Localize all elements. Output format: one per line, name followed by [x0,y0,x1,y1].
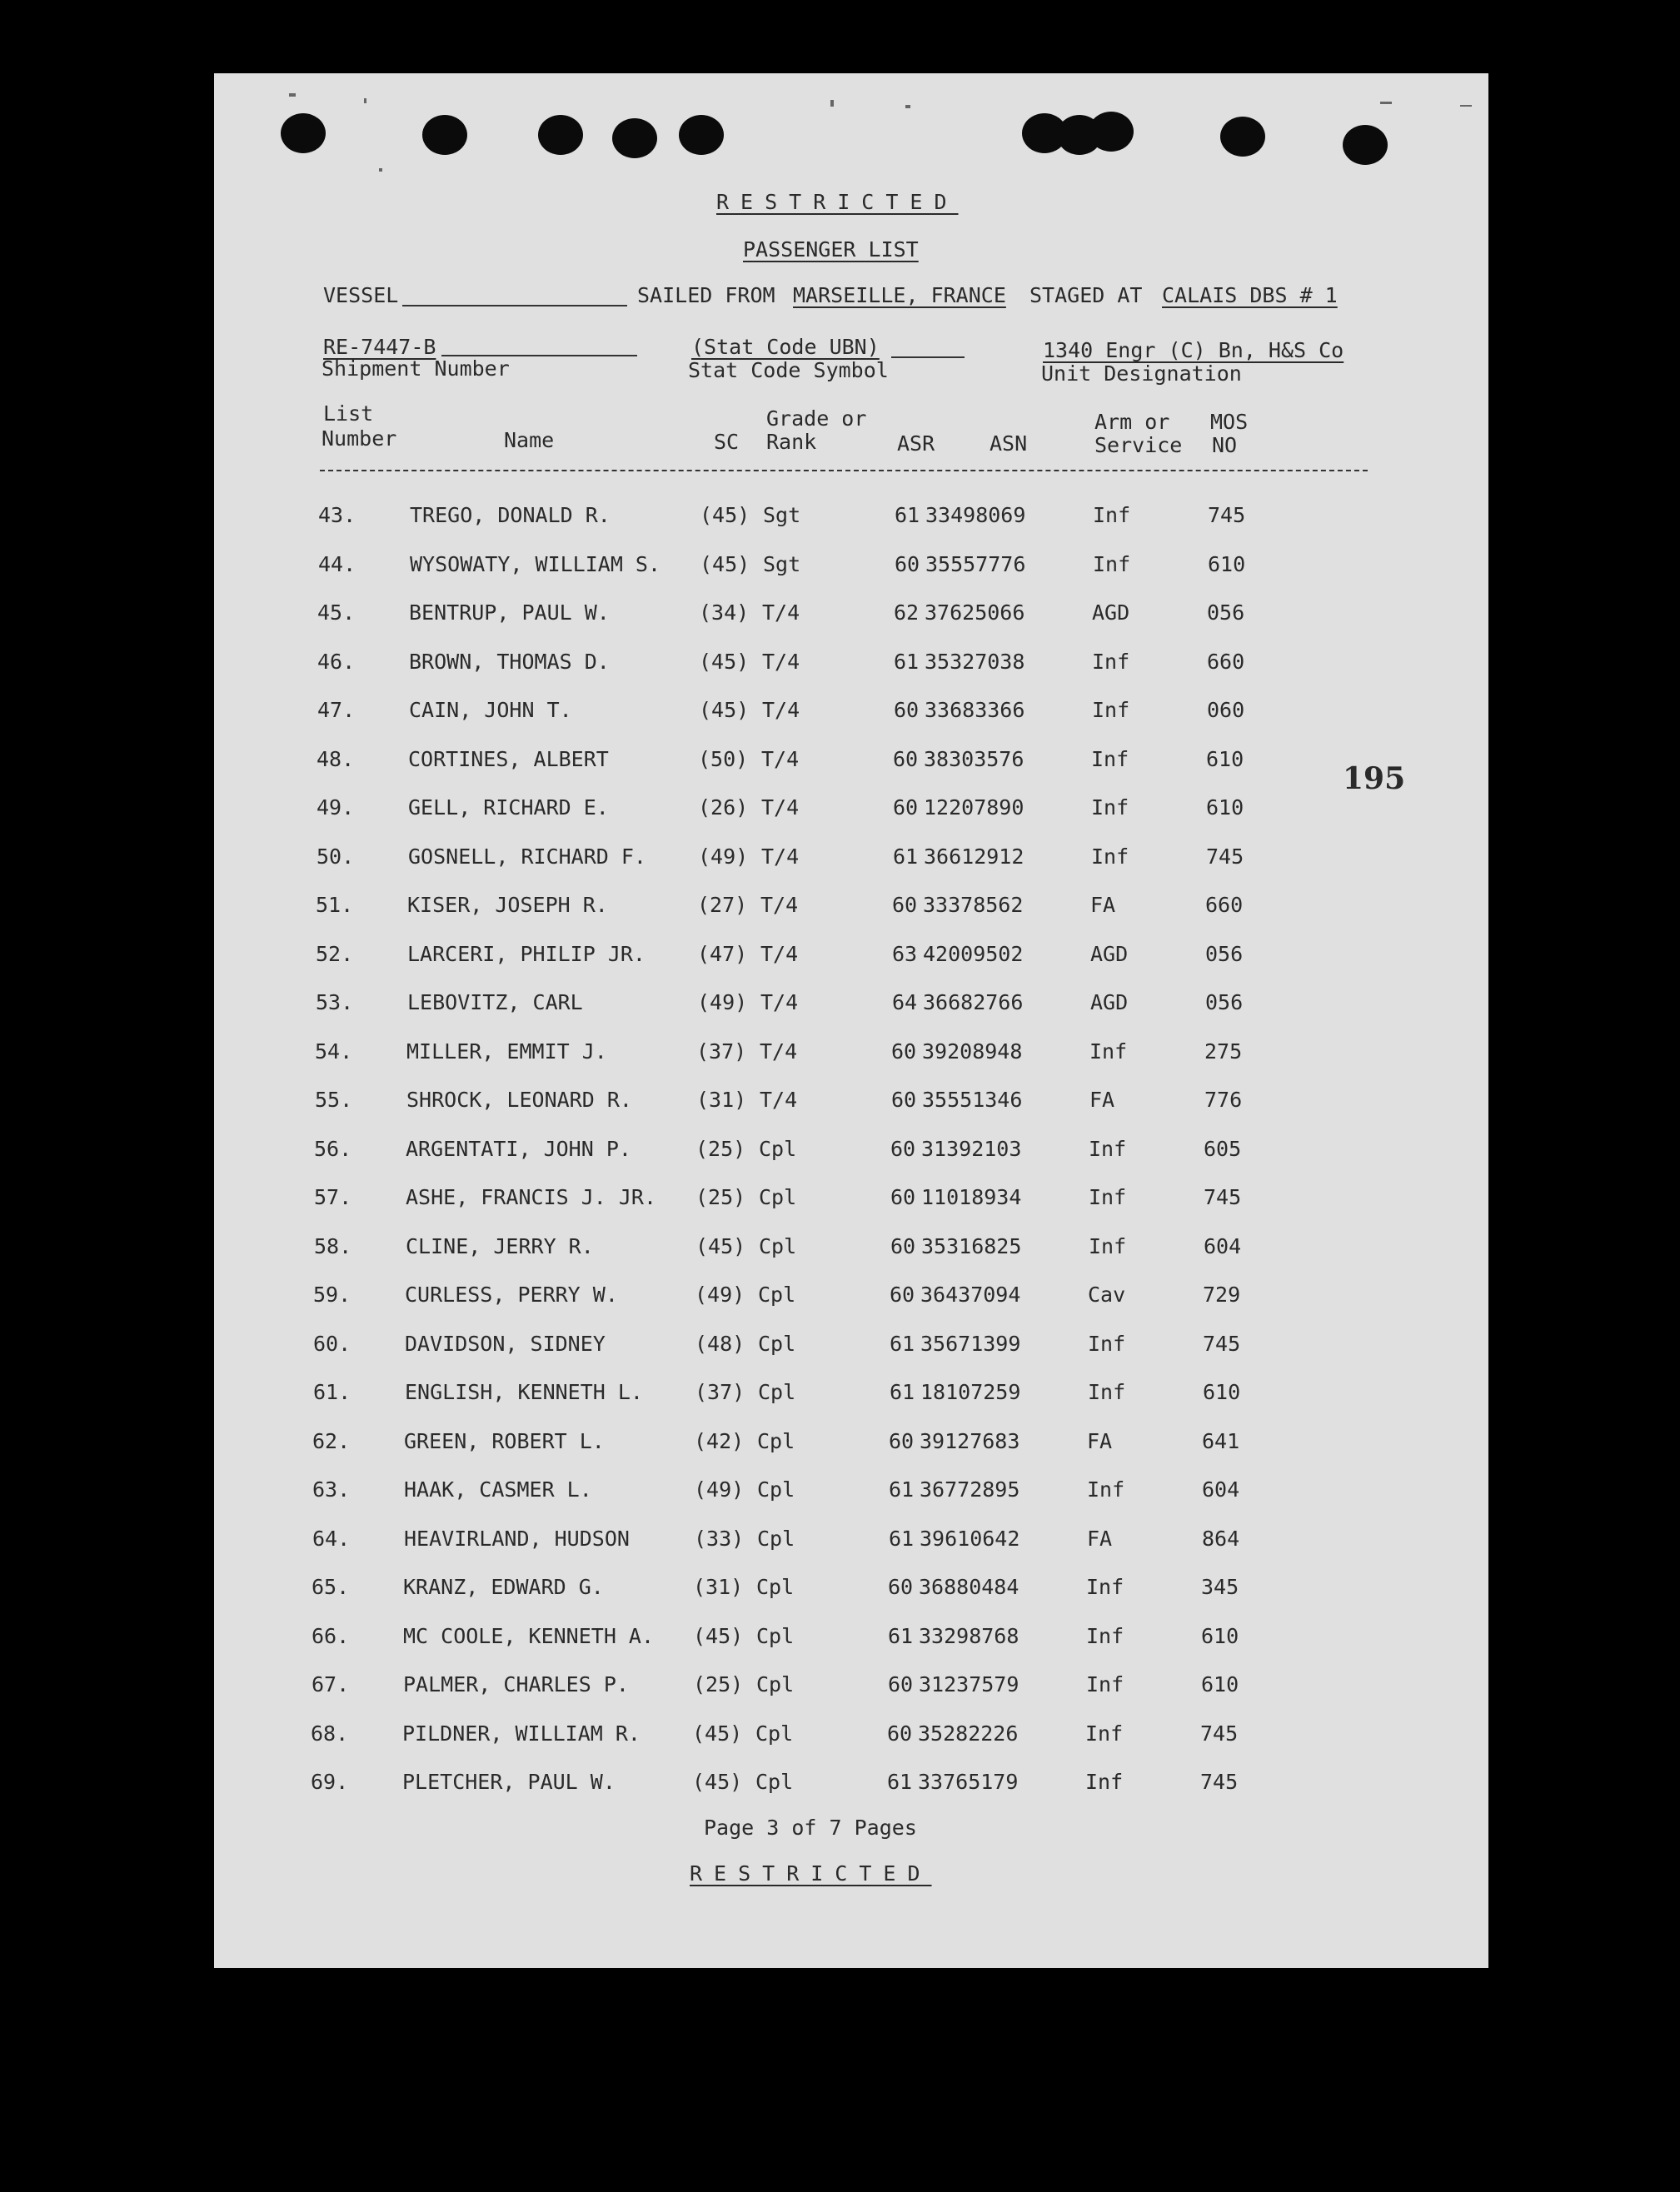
row-asn: 36880484 [919,1575,1019,1599]
row-arm: Inf [1093,503,1131,527]
row-arm: AGD [1090,941,1129,966]
row-asn: 33683366 [925,698,1025,722]
row-list-number: 68. [311,1721,349,1746]
row-sc: (31) [696,1088,747,1112]
punch-hole [538,115,583,155]
row-list-number: 58. [314,1233,352,1258]
row-asr: 60 [893,746,919,771]
row-name: HAAK, CASMER L. [404,1477,592,1502]
row-asn: 36437094 [920,1283,1021,1307]
header-divider [320,470,1368,471]
row-arm: FA [1087,1428,1113,1453]
row-name: ASHE, FRANCIS J. JR. [406,1185,657,1209]
row-arm: Inf [1089,1136,1127,1161]
row-mos: 604 [1204,1233,1242,1258]
row-arm: Inf [1086,1623,1124,1648]
sailed-from-label: SAILED FROM [637,283,775,307]
row-asn: 31237579 [919,1672,1019,1696]
row-asn: 33298768 [919,1623,1019,1648]
row-arm: AGD [1092,600,1130,625]
row-asr: 63 [892,941,918,966]
row-asn: 36772895 [920,1477,1020,1502]
row-mos: 605 [1204,1136,1242,1161]
row-name: CORTINES, ALBERT [408,746,609,771]
row-asr: 61 [889,1477,915,1502]
row-asr: 61 [894,649,920,674]
row-list-number: 55. [315,1088,353,1112]
row-asn: 35316825 [921,1233,1022,1258]
staged-at-value: CALAIS DBS # 1 [1162,283,1338,307]
paper-speck [830,100,834,107]
row-arm: Inf [1093,551,1131,576]
row-name: LARCERI, PHILIP JR. [407,941,646,966]
row-asn: 42009502 [923,941,1024,966]
row-grade: T/4 [761,844,800,869]
row-asn: 35557776 [925,551,1026,576]
row-asn: 36612912 [924,844,1024,869]
row-grade: T/4 [760,1039,798,1064]
row-mos: 745 [1206,844,1244,869]
row-list-number: 57. [314,1185,352,1209]
row-list-number: 64. [312,1526,351,1551]
row-asr: 60 [890,1283,915,1307]
col-grade-1: Grade or [766,406,867,431]
row-mos: 745 [1208,503,1246,527]
row-list-number: 45. [317,600,356,625]
row-asr: 60 [887,1721,913,1746]
row-asr: 60 [890,1233,916,1258]
row-mos: 641 [1202,1428,1240,1453]
row-arm: Inf [1088,1331,1126,1356]
row-arm: Inf [1091,844,1129,869]
row-grade: T/4 [761,746,800,771]
row-name: KISER, JOSEPH R. [407,893,608,917]
document-title: PASSENGER LIST [743,237,919,262]
row-sc: (45) [695,1233,746,1258]
page-stamp: 195 [1343,761,1406,796]
row-name: WYSOWATY, WILLIAM S. [410,551,661,576]
row-arm: Inf [1091,795,1129,820]
staged-at-label: STAGED AT [1029,283,1143,307]
row-asr: 61 [887,1770,913,1794]
row-grade: Cpl [756,1575,795,1599]
row-grade: T/4 [762,649,800,674]
row-list-number: 67. [312,1672,350,1696]
row-arm: Inf [1089,1185,1127,1209]
row-asr: 60 [888,1672,914,1696]
row-asr: 62 [894,600,920,625]
row-asr: 60 [889,1428,915,1453]
row-sc: (49) [697,990,748,1014]
row-mos: 745 [1200,1770,1239,1794]
row-arm: FA [1089,1088,1115,1112]
row-mos: 610 [1203,1380,1241,1404]
row-name: MILLER, EMMIT J. [406,1039,607,1064]
row-mos: 604 [1202,1477,1240,1502]
row-mos: 610 [1201,1672,1239,1696]
row-asn: 35551346 [922,1088,1023,1112]
row-asn: 39208948 [922,1039,1023,1064]
row-list-number: 43. [318,503,356,527]
row-grade: Cpl [756,1623,795,1648]
row-grade: Cpl [758,1331,796,1356]
page-footer-text: Page 3 of 7 Pages [704,1816,917,1840]
row-mos: 345 [1201,1575,1239,1599]
row-asr: 60 [893,795,919,820]
row-grade: Cpl [757,1428,795,1453]
col-mos-1: MOS [1210,410,1249,434]
row-sc: (45) [692,1721,743,1746]
row-arm: FA [1090,893,1116,917]
stat-code-blank [891,356,965,358]
row-arm: Inf [1089,1233,1127,1258]
row-sc: (47) [697,941,748,966]
row-grade: Cpl [755,1721,794,1746]
row-mos: 056 [1205,990,1244,1014]
row-asr: 60 [890,1136,916,1161]
stat-code-value: (Stat Code UBN) [691,335,880,359]
row-asr: 60 [890,1185,916,1209]
row-list-number: 59. [313,1283,351,1307]
row-list-number: 51. [316,893,354,917]
row-list-number: 48. [317,746,355,771]
paper-speck [379,168,382,172]
row-sc: (31) [693,1575,744,1599]
row-arm: Inf [1086,1672,1124,1696]
row-arm: Inf [1086,1575,1124,1599]
paper-speck [905,105,910,108]
row-grade: Cpl [759,1233,797,1258]
punch-hole [1089,112,1134,152]
row-arm: Inf [1092,698,1130,722]
row-sc: (45) [693,1623,744,1648]
row-asn: 11018934 [921,1185,1022,1209]
row-grade: Cpl [757,1477,795,1502]
row-grade: Cpl [759,1185,797,1209]
row-name: SHROCK, LEONARD R. [406,1088,632,1112]
row-asr: 60 [892,893,918,917]
row-asr: 60 [891,1039,917,1064]
row-arm: Inf [1085,1770,1124,1794]
punch-hole [1220,117,1265,157]
row-mos: 056 [1205,941,1244,966]
row-sc: (45) [699,698,750,722]
row-sc: (49) [694,1477,745,1502]
row-list-number: 49. [317,795,355,820]
row-arm: Inf [1087,1477,1125,1502]
row-sc: (45) [699,649,750,674]
row-mos: 060 [1207,698,1245,722]
row-asr: 61 [895,503,920,527]
col-asn: ASN [990,431,1028,456]
row-asr: 61 [890,1331,915,1356]
row-name: PALMER, CHARLES P. [403,1672,629,1696]
row-grade: Cpl [759,1136,797,1161]
row-mos: 275 [1204,1039,1243,1064]
row-grade: T/4 [761,795,800,820]
row-mos: 610 [1208,551,1246,576]
row-asr: 60 [894,698,920,722]
row-arm: Inf [1091,746,1129,771]
shipment-number-value: RE-7447-B [323,335,436,359]
stat-code-label: Stat Code Symbol [688,358,889,382]
row-asr: 61 [889,1526,915,1551]
row-list-number: 60. [313,1331,351,1356]
row-list-number: 54. [315,1039,353,1064]
col-list-number-2: Number [322,426,397,451]
row-name: DAVIDSON, SIDNEY [405,1331,606,1356]
row-list-number: 47. [317,698,356,722]
row-grade: T/4 [760,941,799,966]
row-asn: 18107259 [920,1380,1021,1404]
row-asn: 39127683 [920,1428,1020,1453]
row-grade: Sgt [763,503,801,527]
row-name: PILDNER, WILLIAM R. [402,1721,641,1746]
row-asn: 33498069 [925,503,1026,527]
row-grade: Sgt [763,551,801,576]
vessel-label: VESSEL [323,283,399,307]
row-asn: 12207890 [924,795,1024,820]
paper-speck [289,93,296,97]
classification-bottom: RESTRICTED [690,1861,932,1886]
punch-hole [1343,125,1388,165]
row-mos: 745 [1203,1331,1241,1356]
row-name: TREGO, DONALD R. [410,503,611,527]
paper-speck [1460,105,1472,107]
page-footer [704,1816,917,1841]
row-asn: 31392103 [921,1136,1022,1161]
unit-designation-value: 1340 Engr (C) Bn, H&S Co [1043,338,1344,362]
row-arm: Inf [1092,649,1130,674]
row-mos: 729 [1203,1283,1241,1307]
shipment-number-label: Shipment Number [322,356,510,381]
row-list-number: 56. [314,1136,352,1161]
row-grade: T/4 [762,698,800,722]
row-list-number: 52. [316,941,354,966]
row-grade: Cpl [758,1380,796,1404]
col-mos-2: NO [1212,433,1238,457]
row-asn: 35282226 [918,1721,1019,1746]
row-mos: 610 [1201,1623,1239,1648]
row-sc: (33) [694,1526,745,1551]
col-list-number-1: List [323,401,374,426]
row-sc: (45) [692,1770,743,1794]
row-name: BENTRUP, PAUL W. [409,600,610,625]
row-arm: Cav [1088,1283,1126,1307]
row-list-number: 69. [311,1770,349,1794]
row-asn: 39610642 [920,1526,1020,1551]
row-name: CURLESS, PERRY W. [405,1283,618,1307]
row-name: MC COOLE, KENNETH A. [403,1623,655,1648]
row-list-number: 50. [317,844,355,869]
row-mos: 056 [1207,600,1245,625]
row-asr: 61 [890,1380,915,1404]
row-mos: 745 [1200,1721,1239,1746]
row-list-number: 53. [316,990,354,1014]
punch-hole [422,115,467,155]
row-arm: Inf [1089,1039,1128,1064]
row-list-number: 44. [318,551,356,576]
row-sc: (42) [694,1428,745,1453]
punch-hole [679,115,724,155]
row-mos: 776 [1204,1088,1243,1112]
row-name: CLINE, JERRY R. [406,1233,594,1258]
vessel-blank [402,305,627,306]
col-name: Name [504,428,555,452]
row-arm: AGD [1090,990,1129,1014]
row-grade: T/4 [760,990,799,1014]
row-sc: (34) [699,600,750,625]
row-arm: Inf [1088,1380,1126,1404]
row-arm: FA [1087,1526,1113,1551]
row-mos: 610 [1206,746,1244,771]
paper-speck [1380,102,1392,104]
col-arm-1: Arm or [1094,410,1170,434]
row-sc: (48) [695,1331,745,1356]
row-sc: (45) [700,503,750,527]
col-grade-2: Rank [766,430,817,454]
row-mos: 864 [1202,1526,1240,1551]
row-grade: Cpl [755,1770,794,1794]
row-name: GOSNELL, RICHARD F. [408,844,646,869]
paper-speck [364,98,366,103]
row-name: BROWN, THOMAS D. [409,649,610,674]
col-asr: ASR [897,431,935,456]
row-asr: 60 [895,551,920,576]
row-grade: Cpl [756,1672,795,1696]
col-arm-2: Service [1094,433,1183,457]
row-asr: 60 [891,1088,917,1112]
unit-designation-label: Unit Designation [1041,361,1242,386]
row-name: GREEN, ROBERT L. [404,1428,605,1453]
row-asn: 33378562 [923,893,1024,917]
row-grade: Cpl [757,1526,795,1551]
row-mos: 745 [1204,1185,1242,1209]
row-name: CAIN, JOHN T. [409,698,572,722]
row-sc: (45) [700,551,750,576]
punch-hole [612,118,657,158]
row-asr: 60 [888,1575,914,1599]
col-sc: SC [714,430,740,454]
row-asn: 35327038 [925,649,1025,674]
row-sc: (25) [695,1136,746,1161]
row-asn: 35671399 [920,1331,1021,1356]
row-name: KRANZ, EDWARD G. [403,1575,604,1599]
row-sc: (37) [696,1039,747,1064]
row-asn: 37625066 [925,600,1025,625]
classification-top: RESTRICTED [716,190,959,214]
row-asr: 64 [892,990,918,1014]
row-sc: (27) [697,893,748,917]
sailed-from-value: MARSEILLE, FRANCE [793,283,1006,307]
row-mos: 660 [1207,649,1245,674]
row-grade: T/4 [760,893,799,917]
row-name: ENGLISH, KENNETH L. [405,1380,643,1404]
row-mos: 660 [1205,893,1244,917]
row-asr: 61 [893,844,919,869]
row-sc: (49) [695,1283,745,1307]
row-grade: T/4 [762,600,800,625]
row-asn: 33765179 [918,1770,1019,1794]
row-sc: (37) [695,1380,745,1404]
row-grade: Cpl [758,1283,796,1307]
row-asr: 61 [888,1623,914,1648]
row-name: LEBOVITZ, CARL [407,990,583,1014]
row-asn: 36682766 [923,990,1024,1014]
row-list-number: 61. [313,1380,351,1404]
row-name: HEAVIRLAND, HUDSON [404,1526,630,1551]
row-sc: (49) [698,844,749,869]
row-name: GELL, RICHARD E. [408,795,609,820]
row-list-number: 65. [312,1575,350,1599]
row-mos: 610 [1206,795,1244,820]
row-list-number: 62. [312,1428,351,1453]
row-arm: Inf [1085,1721,1124,1746]
row-list-number: 63. [312,1477,351,1502]
row-list-number: 66. [312,1623,350,1648]
row-asn: 38303576 [924,746,1024,771]
row-sc: (25) [693,1672,744,1696]
row-sc: (26) [698,795,749,820]
row-grade: T/4 [760,1088,798,1112]
row-list-number: 46. [317,649,356,674]
row-sc: (50) [698,746,749,771]
row-name: PLETCHER, PAUL W. [402,1770,616,1794]
row-sc: (25) [695,1185,746,1209]
punch-hole [281,113,326,153]
row-name: ARGENTATI, JOHN P. [406,1136,631,1161]
